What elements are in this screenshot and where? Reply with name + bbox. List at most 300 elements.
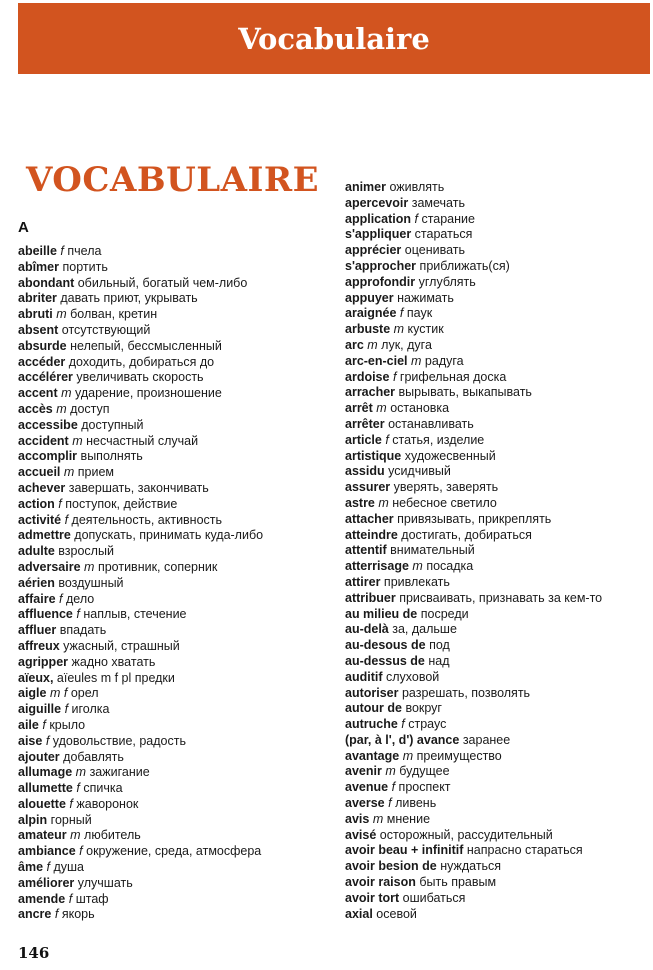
- vocab-word: ambiance: [18, 844, 76, 859]
- vocab-word: au-desous de: [345, 638, 426, 653]
- vocab-entry: [345, 227, 645, 243]
- vocab-word: attacher: [345, 511, 394, 526]
- vocab-translation: статья, изделие: [392, 432, 485, 447]
- vocab-word: aigle: [18, 686, 47, 701]
- vocab-word: arrêter: [345, 416, 385, 431]
- vocab-entry: [18, 244, 338, 260]
- vocab-translation: штаф: [75, 891, 109, 906]
- vocab-entry: [345, 180, 645, 196]
- vocab-word: arrêt: [345, 401, 373, 416]
- vocab-entry: [345, 291, 645, 307]
- vocab-word: admettre: [18, 528, 71, 543]
- vocab-word: avoir raison: [345, 875, 416, 890]
- vocab-gender: m: [56, 307, 67, 322]
- vocab-entry: [18, 623, 338, 639]
- vocab-translation: выполнять: [80, 449, 143, 464]
- vocab-gender: f: [79, 844, 83, 859]
- vocab-translation: поступок, действие: [65, 496, 178, 511]
- vocab-gender: f: [64, 512, 69, 527]
- vocab-translation: останавливать: [388, 416, 474, 431]
- vocab-entry: [18, 750, 338, 766]
- vocab-word: avoir tort: [345, 890, 400, 905]
- vocab-word: avisé: [345, 827, 377, 842]
- vocab-word: agripper: [18, 654, 69, 669]
- vocab-entry: [18, 781, 338, 797]
- vocab-gender: m: [385, 764, 396, 779]
- vocab-translation: проспект: [398, 780, 451, 795]
- vocab-translation: привязывать, прикреплять: [397, 511, 552, 526]
- vocab-translation: под: [429, 638, 450, 653]
- vocab-word: améliorer: [18, 875, 75, 890]
- vocab-word: activité: [18, 512, 62, 527]
- vocab-gender: m: [72, 433, 83, 448]
- vocab-word: arracher: [345, 385, 396, 400]
- vocab-entry: [345, 512, 645, 528]
- vocab-entry: [345, 354, 645, 370]
- vocab-entry: [345, 259, 645, 275]
- vocab-word: avis: [345, 811, 370, 826]
- vocab-word: avantage: [345, 748, 400, 763]
- banner-title: Vocabulaire: [238, 21, 430, 56]
- vocab-translation: усидчивый: [388, 464, 451, 479]
- vocab-word: affaire: [18, 591, 56, 606]
- vocab-entry: [18, 513, 338, 529]
- vocab-entry: [18, 765, 338, 781]
- vocab-word: affluer: [18, 623, 57, 638]
- vocab-gender: m: [61, 386, 72, 401]
- vocab-translation: нуждаться: [440, 859, 502, 874]
- vocab-entry: [345, 543, 645, 559]
- vocab-translation: посадка: [426, 559, 474, 574]
- vocab-translation: напрасно стараться: [466, 843, 583, 858]
- vocab-gender: f: [59, 591, 63, 606]
- vocab-entry: [345, 464, 645, 480]
- vocab-word: alpin: [18, 812, 48, 827]
- vocab-word: amende: [18, 891, 66, 906]
- vocab-translation: удовольствие, радость: [52, 733, 186, 748]
- vocab-translation: приближать(ся): [419, 258, 510, 273]
- vocab-gender: m: [56, 401, 67, 416]
- vocab-word: appuyer: [345, 290, 394, 305]
- page-title: VOCABULAIRE: [26, 160, 320, 200]
- vocab-translation: доходить, добираться до: [68, 354, 215, 369]
- vocab-gender: f: [46, 860, 50, 875]
- vocab-word: accéder: [18, 354, 66, 369]
- vocab-entry: [18, 639, 338, 655]
- vocab-translation: aïeules m f pl предки: [56, 670, 175, 685]
- vocab-translation: воздушный: [58, 575, 124, 590]
- vocab-word: avoir beau + infinitif: [345, 843, 464, 858]
- vocab-translation: любитель: [84, 828, 141, 843]
- vocab-gender: f: [414, 211, 418, 226]
- section-letter: A: [18, 219, 29, 236]
- vocab-gender: m: [411, 353, 422, 368]
- vocab-gender: f: [69, 796, 73, 811]
- vocab-translation: художесвенный: [404, 448, 496, 463]
- vocab-translation: душа: [53, 860, 85, 875]
- vocab-translation: посреди: [420, 606, 469, 621]
- vocab-translation: вырывать, выкапывать: [398, 385, 532, 400]
- vocab-translation: впадать: [59, 623, 107, 638]
- vocab-translation: будущее: [399, 764, 450, 779]
- vocab-entry: [18, 276, 338, 292]
- vocab-word: aérien: [18, 575, 55, 590]
- vocab-translation: ливень: [395, 796, 437, 811]
- vocab-word: averse: [345, 796, 385, 811]
- vocab-translation: присваивать, признавать за кем-то: [399, 590, 603, 605]
- vocab-word: aïeux,: [18, 670, 54, 685]
- vocab-translation: доступ: [70, 401, 110, 416]
- vocab-translation: мнение: [386, 811, 431, 826]
- vocab-entry: [345, 828, 645, 844]
- vocab-entry: [18, 418, 338, 434]
- vocab-gender: f: [401, 717, 405, 732]
- vocab-translation: несчастный случай: [86, 433, 199, 448]
- vocab-word: alouette: [18, 796, 66, 811]
- vocab-entry: [345, 449, 645, 465]
- vocab-translation: стараться: [414, 227, 473, 242]
- vocab-entry: [18, 860, 338, 876]
- vocab-entry: [345, 686, 645, 702]
- vocab-translation: горный: [50, 812, 92, 827]
- vocab-gender: f: [58, 496, 62, 511]
- vocab-translation: нелепый, бессмысленный: [70, 338, 222, 353]
- vocab-gender: f: [45, 733, 50, 748]
- vocab-entry: [345, 591, 645, 607]
- vocab-entry: [18, 686, 338, 702]
- vocab-entry: [18, 465, 338, 481]
- vocab-entry: [345, 891, 645, 907]
- vocab-word: ancre: [18, 907, 52, 922]
- vocab-entry: [345, 607, 645, 623]
- vocab-translation: жадно хватать: [71, 654, 156, 669]
- vocab-gender: f: [60, 244, 64, 258]
- vocab-gender: m: [367, 337, 378, 352]
- vocab-entry: [345, 670, 645, 686]
- vocab-entry: [18, 386, 338, 402]
- vocab-word: apercevoir: [345, 195, 409, 210]
- vocab-translation: лук, дуга: [381, 337, 432, 352]
- vocab-entry: [18, 544, 338, 560]
- vocab-word: aiguille: [18, 702, 62, 717]
- vocab-word: âme: [18, 860, 44, 875]
- vocab-translation: заранее: [462, 732, 511, 747]
- vocab-translation: разрешать, позволять: [401, 685, 531, 700]
- vocab-translation: якорь: [61, 907, 95, 922]
- vocab-word: allumage: [18, 765, 73, 780]
- vocab-translation: оценивать: [404, 243, 465, 258]
- vocab-word: s'approcher: [345, 258, 417, 273]
- vocab-gender: m: [75, 765, 87, 780]
- vocab-word: artistique: [345, 448, 402, 463]
- vocab-entry: [345, 401, 645, 417]
- vocab-entry: [18, 497, 338, 513]
- vocab-word: attentif: [345, 543, 387, 558]
- vocab-word: araignée: [345, 306, 397, 321]
- vocab-word: attribuer: [345, 590, 396, 605]
- vocab-entry: [345, 654, 645, 670]
- vocab-entry: [345, 322, 645, 338]
- vocab-entry: [18, 797, 338, 813]
- vocab-gender: m: [372, 811, 384, 826]
- vocab-word: ardoise: [345, 369, 390, 384]
- vocab-entry: [345, 480, 645, 496]
- vocab-gender: f: [42, 717, 46, 732]
- vocab-entry: [18, 560, 338, 576]
- vocab-word: abîmer: [18, 259, 59, 274]
- vocab-translation: над: [428, 653, 450, 668]
- vocab-word: accélérer: [18, 370, 73, 385]
- vocab-gender: m: [63, 465, 75, 480]
- vocab-translation: ударение, произношение: [75, 386, 222, 401]
- vocab-entry: [345, 496, 645, 512]
- vocab-entry: [18, 813, 338, 829]
- vocab-entry: [345, 701, 645, 717]
- vocab-entry: [18, 718, 338, 734]
- vocab-translation: вокруг: [405, 701, 442, 716]
- vocab-entry: [18, 323, 338, 339]
- vocab-entry: [18, 449, 338, 465]
- vocab-entry: [345, 196, 645, 212]
- vocab-entry: [18, 844, 338, 860]
- vocab-gender: m: [402, 748, 414, 763]
- vocab-entry: [18, 828, 338, 844]
- vocab-translation: ошибаться: [402, 890, 466, 905]
- vocab-entry: [345, 243, 645, 259]
- vocab-translation: давать приют, укрывать: [60, 291, 198, 306]
- vocab-translation: за, дальше: [392, 622, 457, 637]
- vocab-word: abeille: [18, 244, 57, 258]
- vocab-entry: [18, 671, 338, 687]
- vocab-word: arbuste: [345, 322, 391, 337]
- vocab-translation: достигать, добираться: [401, 527, 532, 542]
- vocab-entry: [345, 433, 645, 449]
- vocab-translation: привлекать: [383, 574, 450, 589]
- vocab-entry: [18, 528, 338, 544]
- vocab-translation: радуга: [424, 353, 464, 368]
- vocab-word: accès: [18, 401, 53, 416]
- vocab-translation: грифельная доска: [399, 369, 507, 384]
- vocab-entry: [345, 338, 645, 354]
- vocab-translation: паук: [406, 306, 433, 321]
- vocab-word: adulte: [18, 544, 55, 559]
- vocab-translation: замечать: [411, 195, 465, 210]
- vocab-word: affreux: [18, 638, 60, 653]
- vocab-translation: деятельность, активность: [71, 512, 223, 527]
- vocab-word: (par, à l', d') avance: [345, 732, 460, 747]
- vocab-entry: [345, 717, 645, 733]
- vocab-translation: осевой: [376, 906, 417, 921]
- vocab-word: aise: [18, 733, 43, 748]
- vocab-word: avenir: [345, 764, 382, 779]
- vocab-word: absent: [18, 322, 59, 337]
- vocab-translation: оживлять: [389, 180, 445, 194]
- vocab-gender: f: [391, 780, 396, 795]
- vocab-word: abondant: [18, 275, 75, 290]
- vocab-entry: [345, 843, 645, 859]
- right-column: [345, 180, 645, 922]
- vocab-translation: быть правым: [419, 875, 497, 890]
- vocab-word: abruti: [18, 307, 53, 322]
- vocab-entry: [345, 417, 645, 433]
- vocab-gender: m: [412, 559, 423, 574]
- vocab-translation: старание: [421, 211, 475, 226]
- vocab-gender: f: [54, 907, 59, 922]
- vocab-gender: m: [84, 559, 95, 574]
- vocab-translation: добавлять: [63, 749, 124, 764]
- vocab-entry: [18, 907, 338, 923]
- vocab-entry: [18, 607, 338, 623]
- vocab-entry: [18, 402, 338, 418]
- header-banner: [18, 3, 650, 74]
- vocab-word: arc: [345, 337, 364, 352]
- vocab-entry: [18, 291, 338, 307]
- vocab-translation: взрослый: [58, 544, 114, 559]
- vocab-entry: [345, 385, 645, 401]
- vocab-entry: [345, 749, 645, 765]
- vocab-entry: [345, 212, 645, 228]
- vocab-translation: жаворонок: [76, 796, 139, 811]
- vocab-word: astre: [345, 495, 375, 510]
- vocab-entry: [18, 892, 338, 908]
- vocab-translation: кустик: [407, 322, 444, 337]
- vocab-entry: [345, 575, 645, 591]
- vocab-word: accomplir: [18, 449, 78, 464]
- vocab-word: assurer: [345, 480, 391, 495]
- vocab-gender: m: [70, 828, 81, 843]
- vocab-translation: зажигание: [89, 765, 150, 780]
- vocab-gender: f: [385, 432, 389, 447]
- vocab-word: allumette: [18, 781, 73, 796]
- vocab-translation: улучшать: [77, 875, 133, 890]
- vocab-translation: пчела: [67, 244, 102, 258]
- vocab-translation: завершать, закончивать: [68, 480, 209, 495]
- vocab-entry: [18, 370, 338, 386]
- vocab-translation: уверять, заверять: [393, 480, 499, 495]
- vocab-word: auditif: [345, 669, 383, 684]
- vocab-gender: f: [68, 891, 73, 906]
- vocab-translation: страус: [408, 717, 447, 732]
- vocab-word: adversaire: [18, 559, 81, 574]
- vocab-entry: [345, 812, 645, 828]
- vocab-word: s'appliquer: [345, 227, 412, 242]
- vocab-word: avoir besion de: [345, 859, 437, 874]
- vocab-word: au milieu de: [345, 606, 418, 621]
- vocab-word: autoriser: [345, 685, 399, 700]
- vocab-entry: [18, 434, 338, 450]
- vocab-word: accident: [18, 433, 69, 448]
- vocab-entry: [345, 275, 645, 291]
- vocab-translation: прием: [77, 465, 115, 480]
- vocab-translation: болван, кретин: [70, 307, 158, 322]
- vocab-translation: крыло: [49, 717, 86, 732]
- vocab-translation: преимущество: [416, 748, 502, 763]
- vocab-word: assidu: [345, 464, 385, 479]
- vocab-word: article: [345, 432, 382, 447]
- vocab-translation: допускать, принимать куда-либо: [74, 528, 264, 543]
- vocab-word: application: [345, 211, 411, 226]
- vocab-translation: нажимать: [397, 290, 454, 305]
- vocab-word: animer: [345, 180, 386, 194]
- vocab-translation: внимательный: [390, 543, 475, 558]
- vocab-word: aile: [18, 717, 39, 732]
- vocab-translation: окружение, среда, атмосфера: [86, 844, 262, 859]
- vocab-entry: [18, 576, 338, 592]
- vocab-gender: m: [376, 401, 387, 416]
- vocab-word: autour de: [345, 701, 402, 716]
- vocab-entry: [345, 733, 645, 749]
- vocab-gender: m f: [49, 686, 68, 701]
- vocab-entry: [345, 559, 645, 575]
- vocab-entry: [345, 638, 645, 654]
- vocab-translation: увеличивать скорость: [76, 370, 204, 385]
- vocab-entry: [345, 796, 645, 812]
- vocab-word: abriter: [18, 291, 57, 306]
- vocab-translation: доступный: [81, 417, 144, 432]
- vocab-word: accueil: [18, 465, 61, 480]
- vocab-word: achever: [18, 480, 66, 495]
- page-number: 146: [18, 944, 50, 962]
- vocab-word: attirer: [345, 574, 381, 589]
- vocab-entry: [18, 702, 338, 718]
- vocab-word: absurde: [18, 338, 67, 353]
- vocab-translation: слуховой: [385, 669, 440, 684]
- vocab-entry: [345, 306, 645, 322]
- vocab-translation: дело: [65, 591, 95, 606]
- vocab-entry: [18, 355, 338, 371]
- vocab-translation: небесное светило: [392, 495, 497, 510]
- vocab-translation: осторожный, рассудительный: [379, 827, 553, 842]
- vocab-entry: [18, 481, 338, 497]
- vocab-entry: [345, 370, 645, 386]
- vocab-translation: наплыв, стечение: [83, 607, 187, 622]
- vocab-translation: обильный, богатый чем-либо: [77, 275, 248, 290]
- vocab-entry: [345, 907, 645, 923]
- vocab-word: au-delà: [345, 622, 389, 637]
- vocab-word: axial: [345, 906, 373, 921]
- vocab-translation: отсутствующий: [61, 322, 151, 337]
- vocab-word: ajouter: [18, 749, 60, 764]
- vocab-entry: [18, 339, 338, 355]
- vocab-entry: [345, 780, 645, 796]
- vocab-word: accessibe: [18, 417, 78, 432]
- vocab-translation: портить: [62, 259, 108, 274]
- vocab-entry: [18, 260, 338, 276]
- vocab-translation: иголка: [71, 702, 110, 717]
- vocab-word: apprécier: [345, 243, 402, 258]
- vocab-word: arc-en-ciel: [345, 353, 408, 368]
- vocab-word: amateur: [18, 828, 67, 843]
- vocab-word: affluence: [18, 607, 73, 622]
- vocab-translation: ужасный, страшный: [63, 638, 180, 653]
- vocab-word: avenue: [345, 780, 389, 795]
- vocab-gender: f: [388, 796, 392, 811]
- vocab-translation: противник, соперник: [97, 559, 218, 574]
- vocab-word: autruche: [345, 717, 398, 732]
- vocab-word: atteindre: [345, 527, 398, 542]
- left-column: [18, 244, 338, 923]
- vocab-word: action: [18, 496, 55, 511]
- vocab-word: atterrisage: [345, 559, 409, 574]
- vocab-gender: f: [76, 607, 80, 622]
- vocab-word: au-dessus de: [345, 653, 425, 668]
- vocab-word: accent: [18, 386, 58, 401]
- vocab-entry: [18, 734, 338, 750]
- vocab-entry: [18, 655, 338, 671]
- vocab-translation: орел: [70, 686, 99, 701]
- vocab-word: approfondir: [345, 274, 416, 289]
- vocab-entry: [18, 876, 338, 892]
